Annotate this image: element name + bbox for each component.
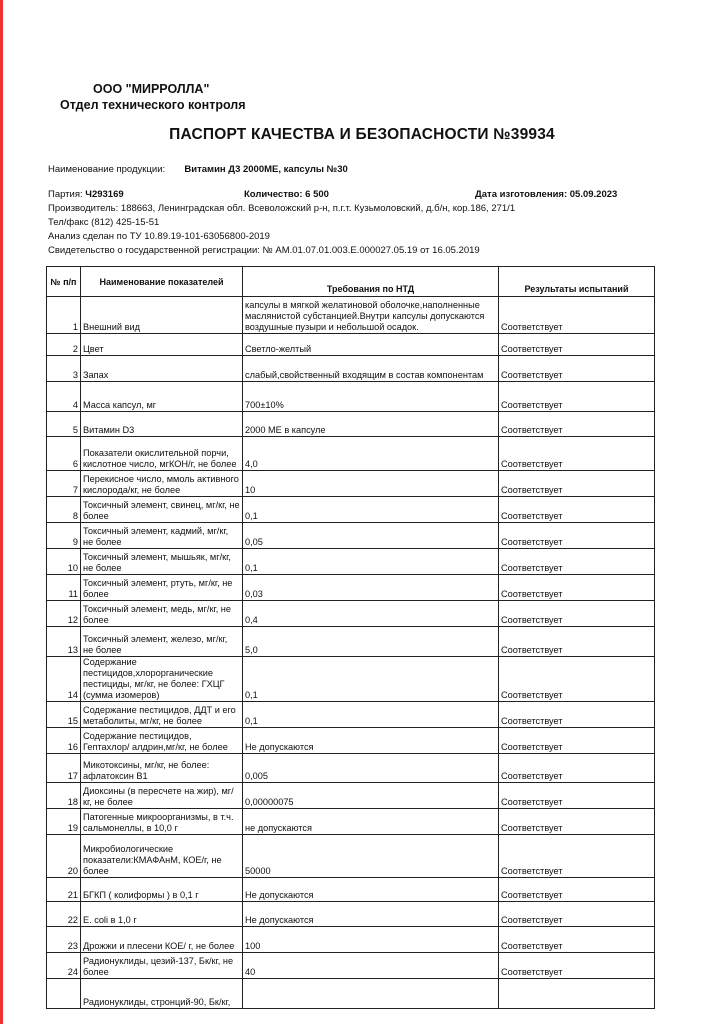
row-test-result: Соответствует [499, 412, 655, 437]
row-test-result: Соответствует [499, 783, 655, 809]
table-row [47, 497, 655, 523]
row-test-result: Соответствует [499, 471, 655, 497]
date-label: Дата изготовления: [475, 189, 568, 200]
row-indicator-name: БГКП ( колиформы ) в 0,1 г [81, 878, 243, 902]
row-num: 15 [47, 702, 81, 728]
phone-line: Тел/факс (812) 425-15-51 [48, 217, 160, 228]
row-ntd-requirement: слабый,свойственный входящим в состав компонентам [243, 356, 499, 382]
row-indicator-name: Перекисное число, ммоль активного кислорода/кг, не более [81, 471, 243, 497]
row-test-result: Соответствует [499, 523, 655, 549]
table-row [47, 382, 655, 412]
product-label: Наименование продукции: [48, 164, 166, 175]
table-row [47, 297, 655, 334]
row-num: 18 [47, 783, 81, 809]
row-indicator-name: Токсичный элемент, железо, мг/кг, не более [81, 627, 243, 657]
row-indicator-name: E. coli в 1,0 г [81, 902, 243, 927]
row-test-result: Соответствует [499, 927, 655, 953]
row-indicator-name: Радионуклиды, цезий-137, Бк/кг, не более [81, 953, 243, 979]
table-row [47, 601, 655, 627]
row-num: 9 [47, 523, 81, 549]
header-name: Наименование показателей [81, 267, 243, 297]
row-indicator-name: Витамин D3 [81, 412, 243, 437]
row-num: 20 [47, 835, 81, 878]
row-indicator-name: Содержание пестицидов, ДДТ и его метаболиты, мг/кг, не более [81, 702, 243, 728]
row-test-result: Соответствует [499, 902, 655, 927]
table-row [47, 627, 655, 657]
row-test-result: Соответствует [499, 809, 655, 835]
row-ntd-requirement: Не допускаются [243, 902, 499, 927]
row-ntd-requirement: 0,1 [243, 549, 499, 575]
row-ntd-requirement: 40 [243, 953, 499, 979]
row-num: 17 [47, 754, 81, 783]
row-ntd-requirement: 2000 МЕ в капсуле [243, 412, 499, 437]
row-indicator-name: Микотоксины, мг/кг, не более: афлатоксин В1 [81, 754, 243, 783]
batch-line [48, 189, 124, 200]
row-num: 23 [47, 927, 81, 953]
department-name: Отдел технического контроля [60, 98, 246, 112]
row-ntd-requirement: 0,1 [243, 657, 499, 702]
row-num: 12 [47, 601, 81, 627]
row-test-result: Соответствует [499, 497, 655, 523]
row-test-result: Соответствует [499, 334, 655, 356]
row-indicator-name: Токсичный элемент, свинец, мг/кг, не более [81, 497, 243, 523]
table-body [47, 297, 655, 1009]
row-ntd-requirement: 0,1 [243, 702, 499, 728]
row-ntd-requirement: 5,0 [243, 627, 499, 657]
table-row [47, 412, 655, 437]
row-num: 21 [47, 878, 81, 902]
row-ntd-requirement: капсулы в мягкой желатиновой оболочке,наполненные маслянистой субстанцией.Внутри капсулы допускаются воздушные пузыри и небольшой осадок. [243, 297, 499, 334]
row-test-result: Соответствует [499, 835, 655, 878]
row-indicator-name: Радионуклиды, стронций-90, Бк/кг, [81, 979, 243, 1009]
row-ntd-requirement: 4,0 [243, 437, 499, 471]
row-ntd-requirement: 50000 [243, 835, 499, 878]
table-row [47, 334, 655, 356]
row-ntd-requirement: 0,03 [243, 575, 499, 601]
batch-value: Ч293169 [85, 189, 124, 200]
row-indicator-name: Содержание пестицидов,хлорорганические пестициды, мг/кг, не более: ГХЦГ (сумма изомеров) [81, 657, 243, 702]
row-indicator-name: Токсичный элемент, мышьяк, мг/кг, не более [81, 549, 243, 575]
table-row [47, 702, 655, 728]
row-indicator-name: Токсичный элемент, кадмий, мг/кг, не более [81, 523, 243, 549]
row-ntd-requirement: 0,005 [243, 754, 499, 783]
row-num: 19 [47, 809, 81, 835]
row-num: 3 [47, 356, 81, 382]
analysis-line: Анализ сделан по ТУ 10.89.19-101-63056800-2019 [48, 231, 270, 242]
date-value: 05.09.2023 [569, 189, 618, 200]
row-test-result: Соответствует [499, 297, 655, 334]
row-test-result: Соответствует [499, 702, 655, 728]
table-row [47, 979, 655, 1009]
table-row [47, 902, 655, 927]
certificate-line: Свидетельство о государственной регистрации: № АМ.01.07.01.003.Е.000027.05.19 от 16.05.2019 [48, 245, 480, 256]
row-test-result: Соответствует [499, 878, 655, 902]
row-num: 7 [47, 471, 81, 497]
document-title: ПАСПОРТ КАЧЕСТВА И БЕЗОПАСНОСТИ №39934 [169, 126, 555, 143]
table-row [47, 437, 655, 471]
row-indicator-name: Микробиологические показатели:КМАФАнМ, КОЕ/г, не более [81, 835, 243, 878]
row-test-result: Соответствует [499, 356, 655, 382]
row-num: 14 [47, 657, 81, 702]
table-row [47, 809, 655, 835]
table-row [47, 783, 655, 809]
product-line [48, 164, 348, 175]
row-num: 24 [47, 953, 81, 979]
table-row [47, 657, 655, 702]
quality-table [46, 266, 655, 1009]
row-ntd-requirement: 10 [243, 471, 499, 497]
table-row [47, 835, 655, 878]
organization-name: ООО "МИРРОЛЛА" [93, 82, 210, 96]
row-test-result: Соответствует [499, 728, 655, 754]
row-test-result: Соответствует [499, 953, 655, 979]
row-test-result: Соответствует [499, 601, 655, 627]
row-test-result: Соответствует [499, 657, 655, 702]
quantity-line [244, 189, 329, 200]
row-indicator-name: Масса капсул, мг [81, 382, 243, 412]
table-row [47, 927, 655, 953]
row-num: 11 [47, 575, 81, 601]
row-test-result: Соответствует [499, 575, 655, 601]
row-test-result: Соответствует [499, 754, 655, 783]
table-row [47, 953, 655, 979]
table-row [47, 549, 655, 575]
producer-line: Производитель: 188663, Ленинградская обл. Всеволожский р-н, п.г.т. Кузьмоловский, д.б/н, кор.186, 271/1 [48, 203, 516, 214]
row-indicator-name: Показатели окислительной порчи, кислотное число, мгКОН/г, не более [81, 437, 243, 471]
header-num: № п/п [47, 267, 81, 297]
row-ntd-requirement: не допускаются [243, 809, 499, 835]
header-ntd: Требования по НТД [243, 267, 499, 297]
row-ntd-requirement: 0,4 [243, 601, 499, 627]
row-indicator-name: Внешний вид [81, 297, 243, 334]
product-value: Витамин Д3 2000МЕ, капсулы №30 [184, 164, 348, 175]
row-test-result: Соответствует [499, 627, 655, 657]
table-row [47, 728, 655, 754]
table-row [47, 471, 655, 497]
quantity-value: 6 500 [305, 189, 329, 200]
row-indicator-name: Токсичный элемент, медь, мг/кг, не более [81, 601, 243, 627]
row-indicator-name: Диоксины (в пересчете на жир), мг/кг, не более [81, 783, 243, 809]
row-num: 13 [47, 627, 81, 657]
row-test-result: Соответствует [499, 382, 655, 412]
row-num: 10 [47, 549, 81, 575]
row-num: 5 [47, 412, 81, 437]
row-num: 6 [47, 437, 81, 471]
date-line [475, 189, 617, 200]
row-test-result: Соответствует [499, 549, 655, 575]
scan-edge-mark [0, 0, 3, 1024]
row-indicator-name: Содержание пестицидов, Гептахлор/ алдрин,мг/кг, не более [81, 728, 243, 754]
table-row [47, 356, 655, 382]
row-num: 2 [47, 334, 81, 356]
table-row [47, 575, 655, 601]
row-indicator-name: Цвет [81, 334, 243, 356]
row-num: 4 [47, 382, 81, 412]
row-indicator-name: Патогенные микроорганизмы, в т.ч. сальмонеллы, в 10,0 г [81, 809, 243, 835]
row-num: 16 [47, 728, 81, 754]
table-row [47, 754, 655, 783]
row-ntd-requirement: 700±10% [243, 382, 499, 412]
row-ntd-requirement: 0,00000075 [243, 783, 499, 809]
table-header-row [47, 267, 655, 297]
row-num: 8 [47, 497, 81, 523]
row-test-result: Соответствует [499, 437, 655, 471]
row-num: 22 [47, 902, 81, 927]
row-ntd-requirement: 0,1 [243, 497, 499, 523]
row-ntd-requirement: Не допускаются [243, 728, 499, 754]
row-indicator-name: Токсичный элемент, ртуть, мг/кг, не более [81, 575, 243, 601]
header-result: Результаты испытаний [499, 267, 655, 297]
row-indicator-name: Запах [81, 356, 243, 382]
row-num: 1 [47, 297, 81, 334]
batch-label: Партия: [48, 189, 83, 200]
quantity-label: Количество: [244, 189, 303, 200]
row-ntd-requirement: 100 [243, 927, 499, 953]
table-row [47, 523, 655, 549]
row-ntd-requirement: 0,05 [243, 523, 499, 549]
row-ntd-requirement: Не допускаются [243, 878, 499, 902]
table-row [47, 878, 655, 902]
row-ntd-requirement: Светло-желтый [243, 334, 499, 356]
row-num [47, 979, 81, 1009]
row-test-result [499, 979, 655, 1009]
row-indicator-name: Дрожжи и плесени КОЕ/ г, не более [81, 927, 243, 953]
row-ntd-requirement [243, 979, 499, 1009]
